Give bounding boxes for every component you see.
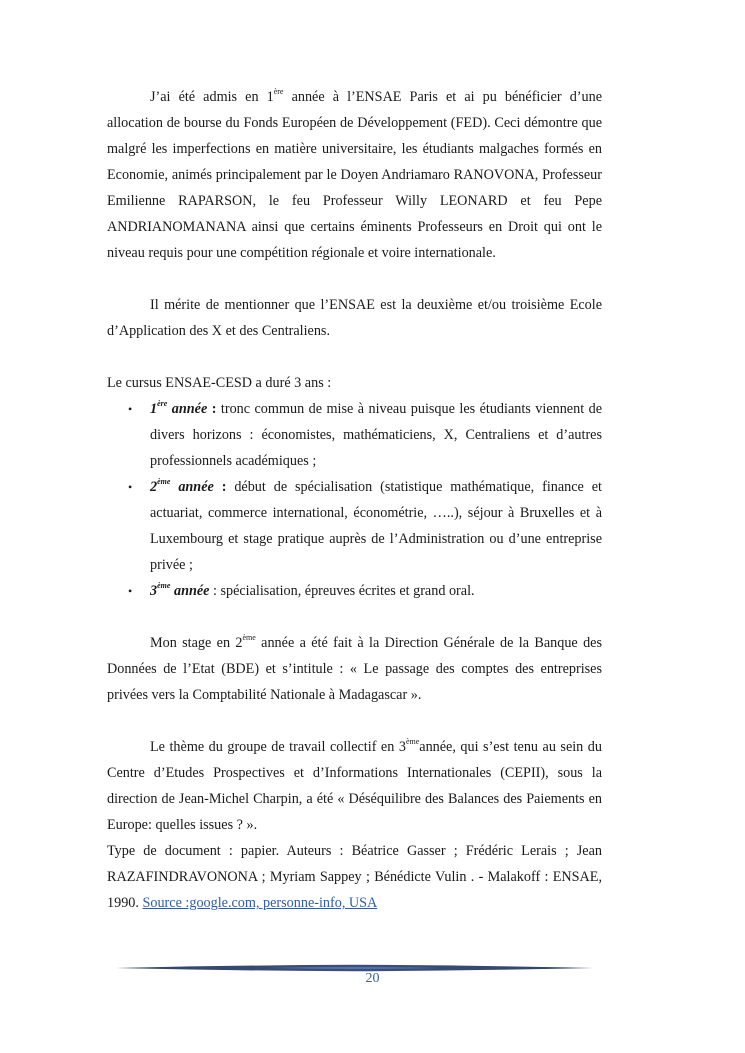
year-colon: : (207, 401, 217, 417)
list-item-text: : spécialisation, épreuves écrites et grand oral. (209, 583, 475, 599)
paragraph-ensae-rank (107, 292, 602, 344)
paragraph-text: année, qui s’est tenu au sein du Centre d’Etudes Prospectives et d’Informations Internationales (CEPII), sous la direction de Jean-Michel Charpin, a été « Déséquilibre des Balances des Paiements en Europe: quelles issues ? ». (107, 739, 602, 833)
spacer (107, 604, 602, 630)
year-label (150, 479, 214, 495)
spacer (107, 266, 602, 292)
superscript: ème (242, 633, 256, 643)
list-item-text: début de spécialisation (statistique mathématique, finance et actuariat, commerce international, économétrie, …..), séjour à Bruxelles et à Luxembourg et stage pratique auprès de l’Administration ou d’une entreprise privée ; (150, 479, 602, 573)
paragraph-text: année à l’ENSAE Paris et ai pu bénéficier d’une allocation de bourse du Fonds Européen de Développement (FED). Ceci démontre que malgré les imperfections en matière universitaire, les étudiants malgaches formés en Economie, animés principalement par le Doyen Andriamaro RANOVONA, Professeur Emilienne RAPARSON, le feu Professeur Willy LEONARD et feu Pepe ANDRIANOMANANA ainsi que certains éminents Professeurs en Droit qui ont le niveau requis pour une compétition régionale et voire internationale. (107, 89, 602, 261)
paragraph-document-info (107, 838, 602, 916)
spacer (107, 344, 602, 370)
superscript: ème (405, 737, 420, 747)
year-number: 1 (150, 401, 158, 417)
superscript: ère (273, 87, 284, 97)
list-item (107, 396, 602, 474)
paragraph-text: Type de document : papier. Auteurs : Béatrice Gasser ; Frédéric Lerais ; Jean RAZAFINDRAVONONA ; Myriam Sappey ; Bénédicte Vulin . - Malakoff : ENSAE, 1990. (107, 843, 602, 911)
list-item (107, 578, 602, 604)
paragraph-text: année a été fait à la Direction Générale de la Banque des Données de l’Etat (BDE) et s’intitule : « Le passage des comptes des entreprises privées vers la Comptabilité Nationale à Madagascar ». (107, 635, 602, 703)
superscript: ème (157, 477, 171, 487)
year-word: année (170, 479, 214, 495)
year-word: année (170, 583, 210, 599)
bullet-icon: • (128, 584, 133, 598)
year-word: année (167, 401, 208, 417)
bullet-icon: • (128, 480, 133, 494)
paragraph-internship (107, 630, 602, 708)
paragraph-admission (107, 84, 602, 266)
cursus-intro: Le cursus ENSAE-CESD a duré 3 ans : (107, 375, 332, 391)
page-number: 20 (365, 971, 380, 986)
year-number: 2 (150, 479, 158, 495)
paragraph-text: Le thème du groupe de travail collectif en 3 (150, 739, 406, 755)
list-item-text: tronc commun de mise à niveau puisque les étudiants viennent de divers horizons : économistes, mathématiciens, X, Centraliens et d’autres professionnels académiques ; (150, 401, 602, 469)
spacer (107, 708, 602, 734)
superscript: ère (157, 399, 168, 409)
list-item (107, 474, 602, 578)
paragraph-text: J’ai été admis en 1 (150, 89, 274, 105)
year-colon: : (213, 479, 227, 495)
superscript: ème (157, 581, 171, 591)
bullet-icon: • (128, 402, 133, 416)
source-link[interactable]: Source :google.com, personne-info, USA (142, 895, 378, 911)
paragraph-working-group (107, 734, 602, 838)
year-number: 3 (150, 583, 158, 599)
year-label (150, 401, 207, 417)
page-body (107, 84, 602, 916)
cursus-list (107, 396, 602, 604)
paragraph-text: Mon stage en 2 (150, 635, 243, 651)
paragraph-text: Il mérite de mentionner que l’ENSAE est la deuxième et/ou troisième Ecole d’Application des X et des Centraliens. (107, 297, 602, 339)
year-label (150, 583, 209, 599)
